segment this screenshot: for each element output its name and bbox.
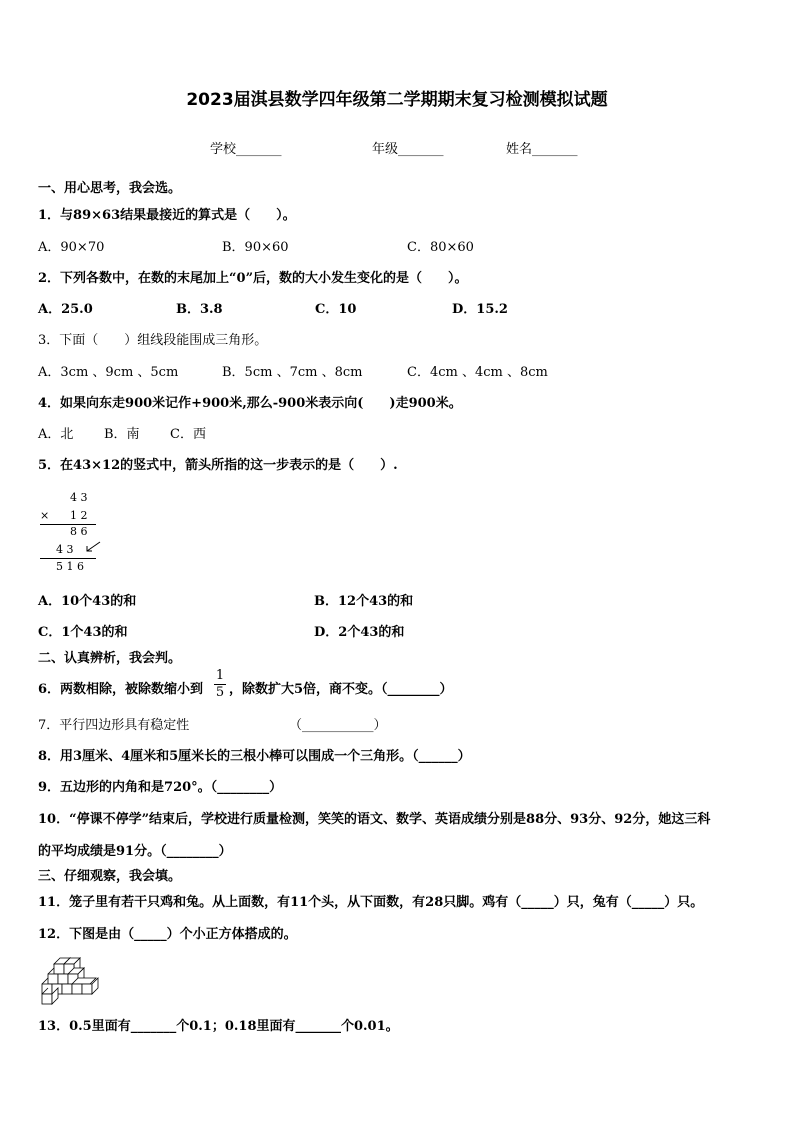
- q1-text: 1．与89×63结果最接近的算式是（ ）。: [38, 208, 296, 223]
- q13-text: 13．0.5里面有_______个0.1；0.18里面有_______个0.01。: [38, 1019, 399, 1034]
- q3-text: 3．下面（ ）组线段能围成三角形。: [38, 333, 268, 348]
- q2-option-b: B．3.8: [176, 302, 223, 317]
- grade-label: 年级: [372, 142, 399, 157]
- q5-option-d: D．2个43的和: [314, 625, 405, 640]
- q6-text-before: 6．两数相除，被除数缩小到: [38, 682, 204, 697]
- calc-product: 5 1 6: [56, 560, 84, 573]
- section3-heading: 三、仔细观察，我会填。: [38, 869, 182, 884]
- calc-row-multiplier: 1 2: [70, 509, 88, 522]
- school-label: 学校: [210, 142, 237, 157]
- q3-option-c: C．4cm 、4cm 、8cm: [407, 365, 548, 380]
- name-blank: _______: [532, 142, 578, 157]
- q5-text: 5．在43×12的竖式中，箭头所指的这一步表示的是（ ）.: [38, 458, 398, 473]
- q11-text: 11．笼子里有若干只鸡和兔。从上面数，有11个头，从下面数，有28只脚。鸡有（_____）只，兔有（_____）只。: [38, 895, 704, 910]
- q5-option-c: C．1个43的和: [38, 625, 128, 640]
- calc-line-1: [40, 524, 96, 525]
- q2-option-a: A．25.0: [38, 302, 93, 317]
- grade-field: [372, 142, 444, 158]
- q1-option-a: A．90×70: [38, 240, 105, 255]
- calc-line-2: [40, 558, 96, 559]
- q1-option-b: B．90×60: [222, 240, 289, 255]
- page-title: 2023届淇县数学四年级第二学期期末复习检测模拟试题: [186, 90, 608, 110]
- q6-text-after: ，除数扩大5倍，商不变。（________）: [229, 682, 453, 697]
- calc-partial-1: 8 6: [70, 525, 88, 538]
- q4-option-a: A．北: [38, 427, 74, 442]
- calc-partial-2: 4 3: [56, 543, 74, 556]
- q10-text-line1: 10．“停课不停学”结束后，学校进行质量检测，笑笑的语文、数学、英语成绩分别是88分、93分、92分，她这三科: [38, 812, 711, 827]
- school-blank: _______: [236, 142, 282, 157]
- q4-option-c: C．西: [170, 427, 206, 442]
- section2-heading: 二、认真辨析，我会判。: [38, 651, 182, 666]
- q4-option-b: B．南: [104, 427, 140, 442]
- arrow-icon: [84, 540, 102, 554]
- fraction-denominator: 5: [215, 685, 225, 700]
- q4-text: 4．如果向东走900米记作+900米,那么-900米表示向( )走900米。: [38, 396, 462, 411]
- fraction-numerator: 1: [215, 668, 225, 683]
- q5-option-a: A．10个43的和: [38, 594, 137, 609]
- q12-text: 12．下图是由（_____）个小正方体搭成的。: [38, 927, 297, 942]
- fraction: [214, 669, 226, 700]
- calc-row-multiplicand: 4 3: [70, 491, 88, 504]
- q2-option-c: C．10: [315, 302, 357, 317]
- q2-text: 2．下列各数中，在数的末尾加上“0”后，数的大小发生变化的是（ ）。: [38, 271, 468, 286]
- q7-answer-blank: （___________）: [289, 718, 387, 733]
- q5-option-b: B．12个43的和: [314, 594, 414, 609]
- q1-option-c: C．80×60: [407, 240, 474, 255]
- name-label: 姓名: [506, 142, 533, 157]
- name-field: [506, 142, 578, 158]
- q7-text: 7．平行四边形具有稳定性: [38, 718, 190, 733]
- q8-text: 8．用3厘米、4厘米和5厘米长的三根小棒可以围成一个三角形。（______）: [38, 749, 471, 764]
- vertical-calculation: [36, 488, 116, 578]
- q10-text-line2: 的平均成绩是91分。（________）: [38, 844, 232, 859]
- school-field: [210, 142, 282, 158]
- cube-stack-figure: [40, 952, 110, 1008]
- section1-heading: 一、用心思考，我会选。: [38, 181, 182, 196]
- q2-option-d: D．15.2: [452, 302, 508, 317]
- q9-text: 9．五边形的内角和是720°。（________）: [38, 780, 283, 795]
- q3-option-b: B．5cm 、7cm 、8cm: [222, 365, 363, 380]
- calc-operator: ×: [40, 509, 50, 522]
- q3-option-a: A．3cm 、9cm 、5cm: [38, 365, 179, 380]
- grade-blank: _______: [398, 142, 444, 157]
